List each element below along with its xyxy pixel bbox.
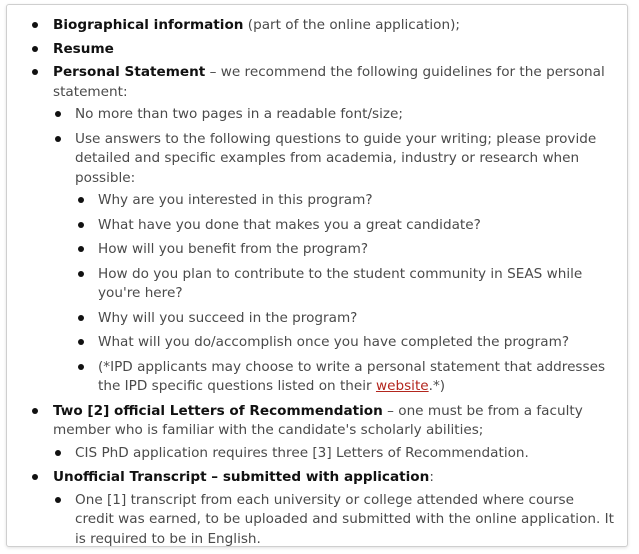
list-item-letters	[53, 402, 617, 464]
question-item: Why are you interested in this program?	[98, 191, 617, 211]
sub-list	[75, 105, 617, 397]
ipd-note: (*IPD applicants may choose to write a personal statement that addresses the IPD specific questions listed on their website.*)	[98, 358, 617, 397]
list-item-biographical	[53, 16, 617, 36]
requirements-list	[7, 5, 627, 547]
question-list	[98, 191, 617, 397]
question-item: How will you benefit from the program?	[98, 240, 617, 260]
sub-item: One [1] transcript from each university or college attended where course credit was earned, to be uploaded and submitted with the online application. It is required to be in English.	[75, 491, 617, 548]
question-item: Why will you succeed in the program?	[98, 309, 617, 329]
question-item: What will you do/accomplish once you have completed the program?	[98, 333, 617, 353]
item-title: Two [2] official Letters of Recommendation	[53, 402, 383, 419]
item-title: Biographical information	[53, 17, 244, 33]
requirements-card	[6, 4, 628, 547]
item-title: Personal Statement	[53, 64, 206, 80]
sub-list	[75, 491, 617, 548]
sub-item: No more than two pages in a readable font/size;	[75, 105, 617, 125]
sub-item: Use answers to the following questions to guide your writing; please provide detailed and specific examples from academia, industry or research when possible: Why are you interested in this program? What have you done that makes you a great candidate? How will you benefit from the program? How do you plan to contribute to the student community in SEAS while you're here? Why will you succeed in the program? What will you do/accomplish once you have completed the program? (*IPD applicants may choose to write a personal statement that addresses the IPD specific questions listed on their website.*)	[75, 130, 617, 397]
item-text: – we recommend the following guidelines for the personal statement:	[53, 64, 605, 100]
item-text: :	[429, 469, 434, 485]
list-item-resume	[53, 40, 617, 60]
question-item: What have you done that makes you a great candidate?	[98, 216, 617, 236]
sub-list	[75, 444, 617, 464]
list-item-transcript	[53, 468, 617, 547]
item-text: – one must be from a faculty member who is familiar with the candidate's scholarly abilities;	[53, 402, 583, 438]
list-item-personal-statement	[53, 63, 617, 397]
sub-item: CIS PhD application requires three [3] Letters of Recommendation.	[75, 444, 617, 464]
item-text: (part of the online application);	[243, 17, 460, 33]
question-item: How do you plan to contribute to the student community in SEAS while you're here?	[98, 265, 617, 304]
item-title: Resume	[53, 40, 114, 57]
item-title: Unofficial Transcript – submitted with application	[53, 469, 430, 485]
ipd-website-link[interactable]: website	[375, 378, 429, 394]
